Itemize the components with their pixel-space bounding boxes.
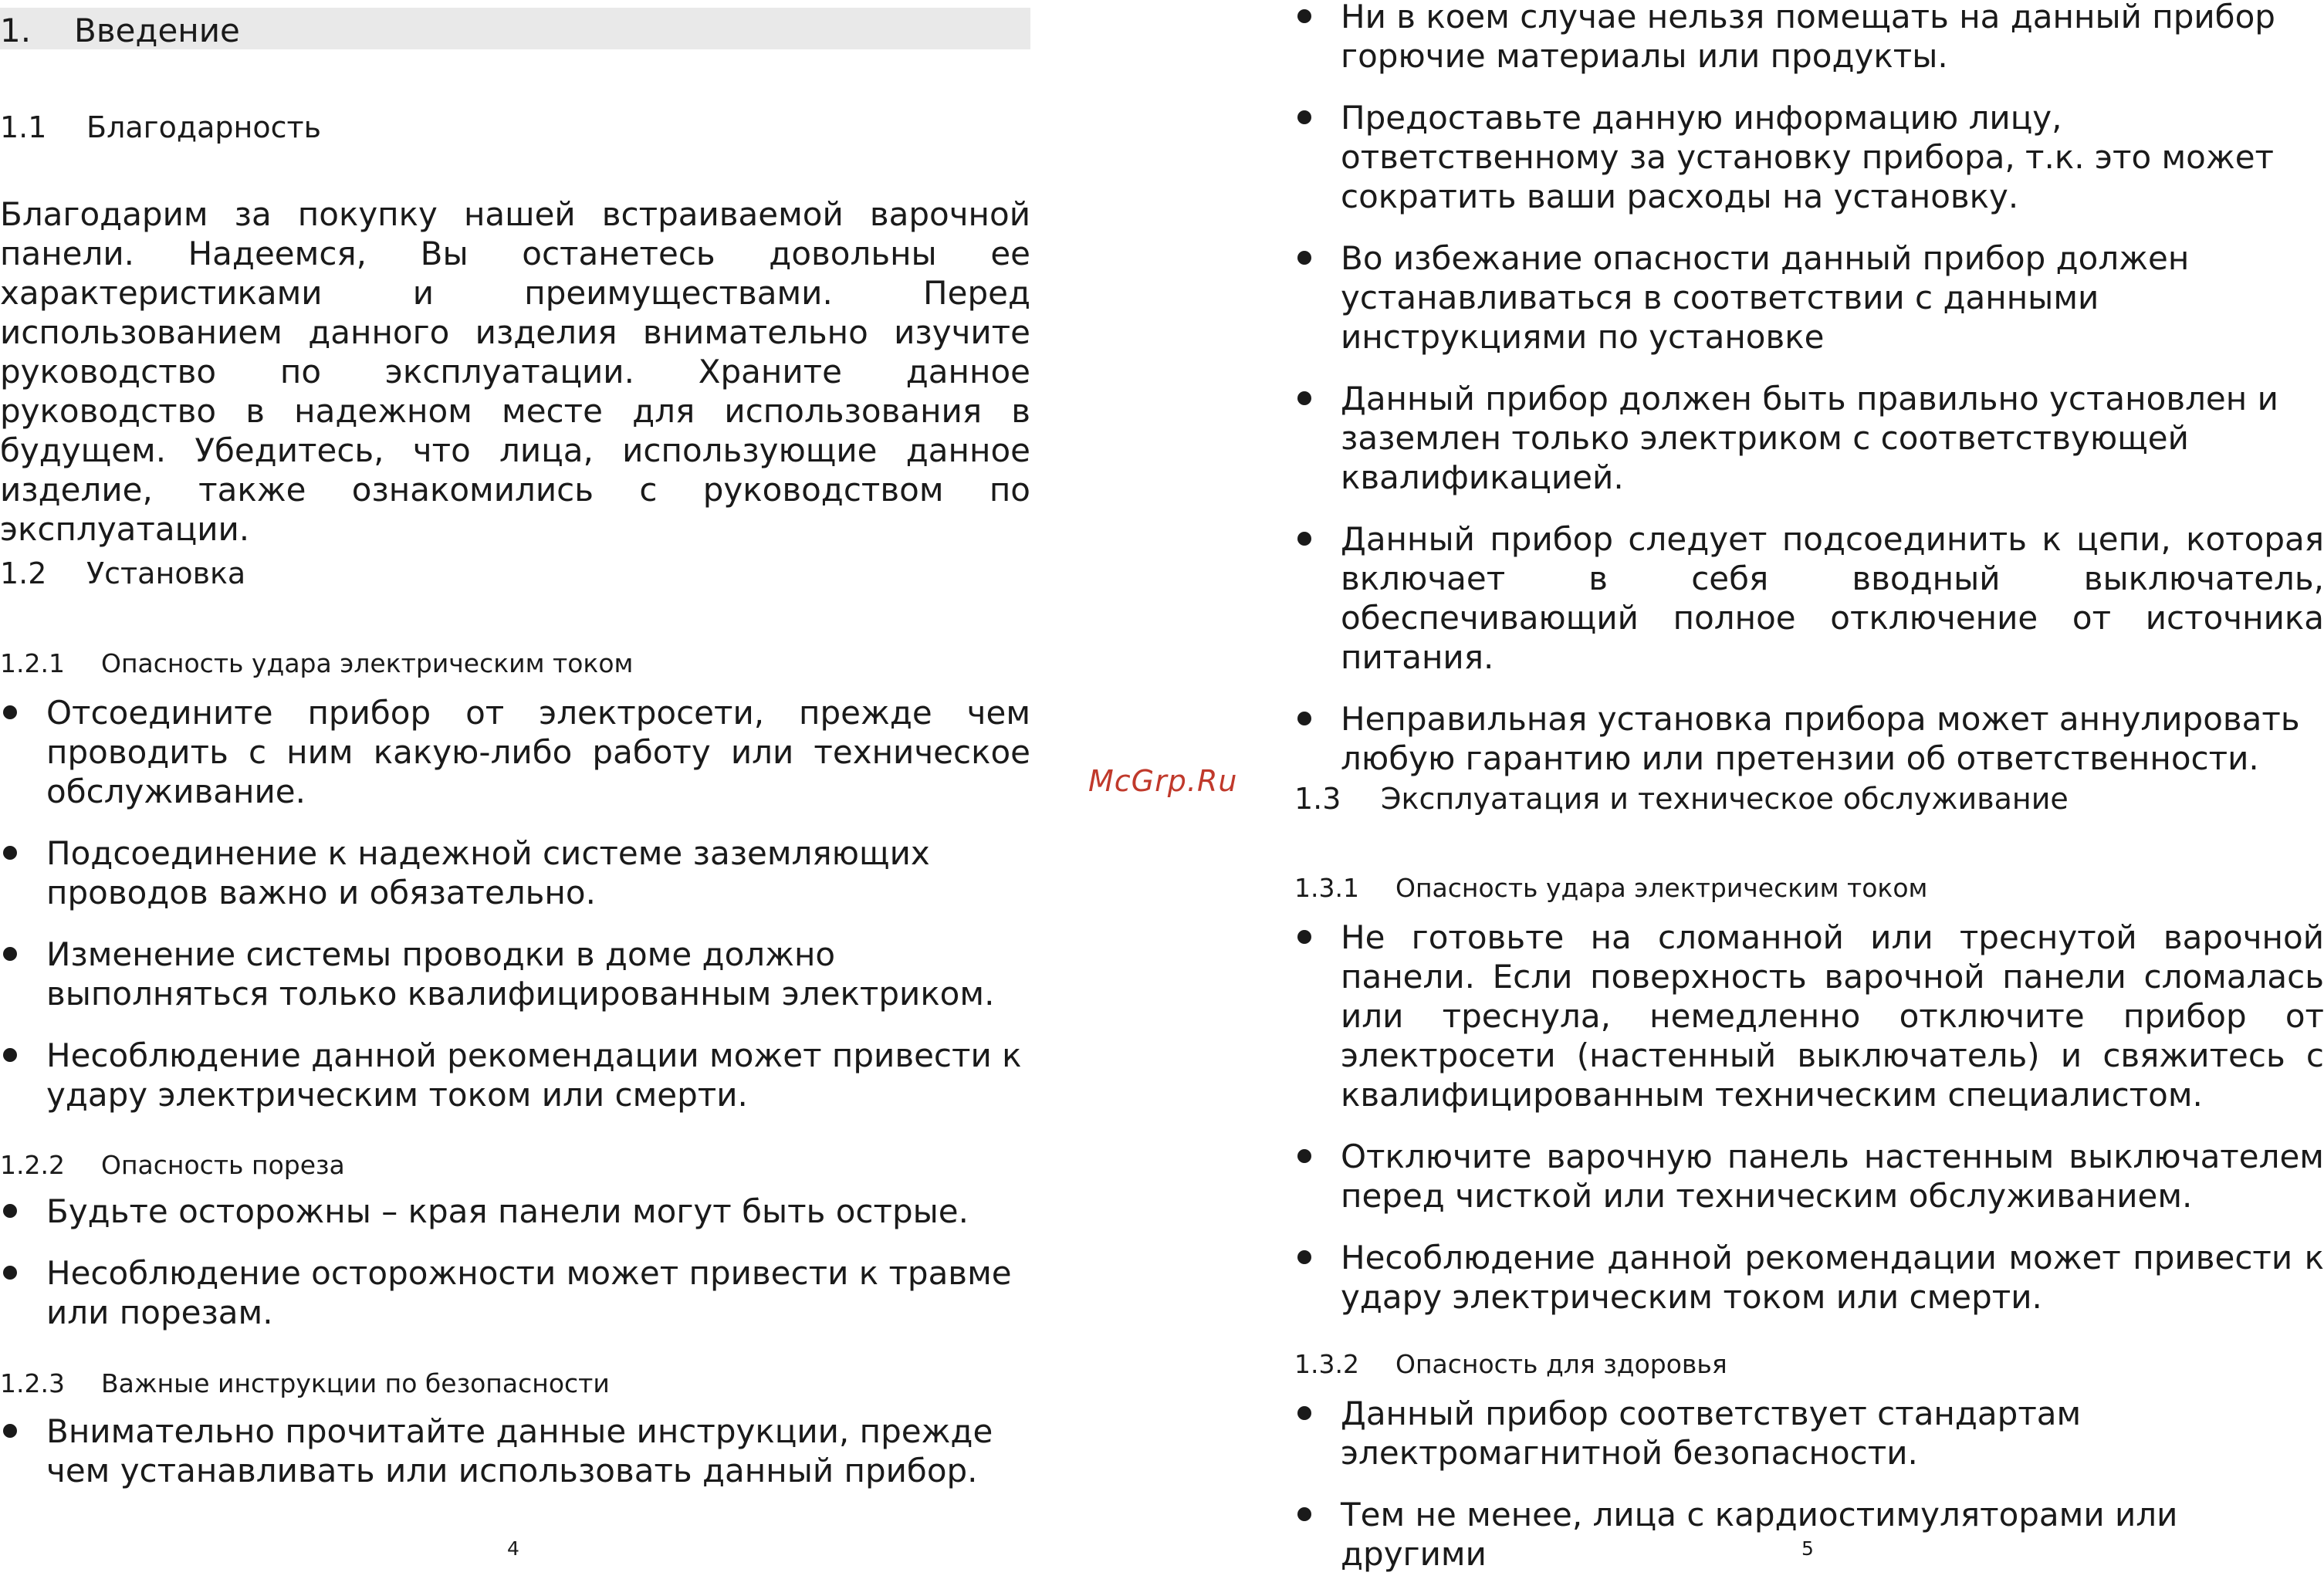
- list-item: [1294, 519, 2324, 677]
- list-item-text: Изменение системы проводки в доме должно выполняться только квалифицированным электриком.: [46, 935, 995, 1013]
- list-item: [1294, 238, 2324, 357]
- list-item-text: Данный прибор должен быть правильно установлен и заземлен только электриком с соответствующей квалификацией.: [1341, 380, 2278, 496]
- bullet-icon: [1297, 1149, 1311, 1163]
- section-number: 1.3: [1294, 782, 1341, 816]
- section-title: Установка: [86, 556, 246, 590]
- list-item-text: Несоблюдение данной рекомендации может привести к удару электрическим током или смерти.: [46, 1036, 1022, 1114]
- bullet-icon: [1297, 930, 1311, 944]
- chapter-title-text: Введение: [74, 12, 240, 49]
- bullet-icon: [3, 1048, 17, 1062]
- subsection-number: 1.3.1: [1294, 873, 1359, 903]
- bullet-icon: [1297, 251, 1311, 265]
- bullet-list-1-2-2: [0, 1192, 1030, 1354]
- subsection-title: Опасность удара электрическим током: [101, 648, 634, 678]
- list-item-text: Не готовьте на сломанной или треснутой варочной панели. Если поверхность варочной панели сломалась или треснула, немедленно отключите прибор от электросети (настенный выключатель) и свяжитесь с квалифицированным техническим специалистом.: [1341, 918, 2324, 1114]
- list-item-text: Будьте осторожны – края панели могут быть острые.: [46, 1192, 969, 1230]
- list-item: [1294, 0, 2324, 76]
- section-number: 1.2: [0, 556, 47, 590]
- list-item: [1294, 1137, 2324, 1216]
- bullet-list-1-2-1: [0, 693, 1030, 1137]
- bullet-icon: [3, 947, 17, 961]
- bullet-icon: [1297, 1507, 1311, 1521]
- section-heading-1-3: [1294, 779, 2069, 818]
- list-item-text: Несоблюдение осторожности может привести к травме или порезам.: [46, 1254, 1012, 1331]
- subsection-title: Опасность для здоровья: [1395, 1349, 1727, 1379]
- list-item: [0, 693, 1030, 811]
- list-item: [0, 1036, 1030, 1114]
- subsection-heading-1-3-1: [1294, 871, 1927, 905]
- bullet-icon: [1297, 110, 1311, 124]
- left-page: [0, 0, 1030, 1560]
- bullet-icon: [1297, 712, 1311, 725]
- list-item: [0, 1412, 1030, 1490]
- bullet-list-continued: [1294, 0, 2324, 800]
- bullet-list-1-3-2: [1294, 1394, 2324, 1596]
- list-item: [1294, 1394, 2324, 1473]
- list-item: [0, 1192, 1030, 1231]
- list-item: [1294, 379, 2324, 497]
- bullet-icon: [3, 1266, 17, 1280]
- intro-paragraph: Благодарим за покупку нашей встраиваемой варочной панели. Надеемся, Вы останетесь довольны ее характеристиками и преимуществами. Перед использованием данного изделия внимательно изучите руководство по эксплуатации. Храните данное руководство в надежном месте для использования в будущем. Убедитесь, что лица, использующие данное изделие, также ознакомились с руководством по эксплуатации.: [0, 195, 1030, 548]
- section-heading-1-1: [0, 108, 321, 147]
- bullet-list-1-2-3: [0, 1412, 1030, 1513]
- right-page: [1294, 0, 2324, 1573]
- list-item-text: Внимательно прочитайте данные инструкции, прежде чем устанавливать или использовать данный прибор.: [46, 1412, 993, 1489]
- bullet-icon: [3, 1204, 17, 1218]
- section-title: Эксплуатация и техническое обслуживание: [1381, 782, 2069, 816]
- bullet-icon: [1297, 1406, 1311, 1420]
- list-item-text: Тем не менее, лица с кардиостимуляторами или другими: [1341, 1496, 2178, 1573]
- subsection-title: Опасность пореза: [101, 1150, 345, 1180]
- chapter-number: 1.: [0, 12, 32, 49]
- list-item-text: Отключите варочную панель настенным выключателем перед чисткой или техническим обслуживанием.: [1341, 1138, 2324, 1215]
- subsection-heading-1-2-3: [0, 1367, 610, 1401]
- list-item-text: Неправильная установка прибора может аннулировать любую гарантию или претензии об ответственности.: [1341, 700, 2300, 777]
- page-number: 4: [507, 1537, 519, 1560]
- bullet-icon: [1297, 1250, 1311, 1264]
- list-item: [1294, 1238, 2324, 1317]
- list-item-text: Отсоедините прибор от электросети, прежде чем проводить с ним какую-либо работу или техническое обслуживание.: [46, 694, 1030, 810]
- bullet-icon: [3, 705, 17, 719]
- list-item: [1294, 918, 2324, 1114]
- list-item-text: Подсоединение к надежной системе заземляющих проводов важно и обязательно.: [46, 834, 930, 911]
- list-item: [1294, 98, 2324, 216]
- subsection-number: 1.2.2: [0, 1150, 65, 1180]
- subsection-title: Важные инструкции по безопасности: [101, 1368, 610, 1398]
- section-heading-1-2: [0, 554, 245, 593]
- list-item-text: Данный прибор соответствует стандартам электромагнитной безопасности.: [1341, 1395, 2082, 1472]
- chapter-title: [0, 11, 240, 51]
- list-item-text: Данный прибор следует подсоединить к цепи, которая включает в себя вводный выключатель, обеспечивающий полное отключение от источника питания.: [1341, 520, 2324, 676]
- list-item-text: Несоблюдение данной рекомендации может привести к удару электрическим током или смерти.: [1341, 1239, 2324, 1316]
- bullet-icon: [1297, 532, 1311, 546]
- list-item-text: Ни в коем случае нельзя помещать на данный прибор горючие материалы или продукты.: [1341, 0, 2275, 75]
- subsection-heading-1-2-1: [0, 647, 633, 681]
- list-item: [0, 1253, 1030, 1332]
- bullet-icon: [1297, 9, 1311, 23]
- section-number: 1.1: [0, 110, 47, 144]
- list-item: [0, 935, 1030, 1013]
- list-item: [0, 834, 1030, 912]
- bullet-icon: [3, 846, 17, 860]
- list-item-text: Во избежание опасности данный прибор должен устанавливаться в соответствии с данными инструкциями по установке: [1341, 239, 2190, 356]
- section-title: Благодарность: [86, 110, 322, 144]
- bullet-icon: [1297, 391, 1311, 405]
- bullet-icon: [3, 1424, 17, 1438]
- list-item: [1294, 699, 2324, 778]
- watermark-logo: McGrp.Ru: [1088, 764, 1238, 798]
- subsection-number: 1.2.1: [0, 648, 65, 678]
- bullet-list-1-3-1: [1294, 918, 2324, 1339]
- subsection-heading-1-3-2: [1294, 1347, 1727, 1381]
- list-item: [1294, 1495, 2324, 1574]
- list-item-text: Предоставьте данную информацию лицу, ответственному за установку прибора, т.к. это может сократить ваши расходы на установку.: [1341, 99, 2275, 215]
- subsection-heading-1-2-2: [0, 1148, 345, 1182]
- subsection-number: 1.3.2: [1294, 1349, 1359, 1379]
- subsection-number: 1.2.3: [0, 1368, 65, 1398]
- subsection-title: Опасность удара электрическим током: [1395, 873, 1928, 903]
- page-number: 5: [1801, 1537, 1814, 1560]
